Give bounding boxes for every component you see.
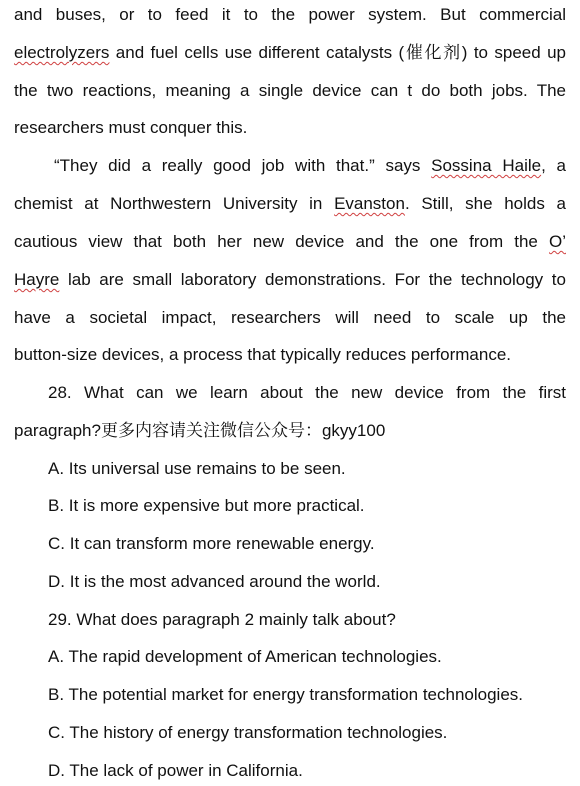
spellcheck-place-evanston: Evanston [334,194,405,213]
spellcheck-word-electrolyzers: electrolyzers [14,43,110,62]
question-28-option-b: B. It is more expensive but more practical. [48,496,365,515]
para1-line-2 [14,41,566,65]
question-29-option-b: B. The potential market for energy transformation technologies. [48,685,523,704]
para2-line-3 [14,230,566,254]
question-28-option-c: C. It can transform more renewable energy. [48,534,375,553]
spellcheck-name-hayre: Hayre [14,270,60,289]
para2-line-2-end: . Still, she holds a [404,194,566,213]
para1-line-2-rest: and fuel cells use different catalysts (催化剂) to speed up [109,43,566,62]
question-28-stem-line-2: paragraph?更多内容请关注微信公众号：gkyy100 [14,421,386,440]
para1-line-1: and buses, or to feed it to the power system. But commercial [14,5,566,24]
para1-line-4: researchers must conquer this. [14,118,248,137]
para2-line-2 [14,192,566,216]
para2-line-2-start: chemist at Northwestern University in [14,194,335,213]
spellcheck-name-o: O’ [549,232,566,251]
para2-line-6: button-size devices, a process that typically reduces performance. [14,345,512,364]
question-29-option-a: A. The rapid development of American technologies. [48,647,442,666]
question-28-option-a: A. Its universal use remains to be seen. [48,459,346,478]
para2-quote: “They did a really good job with that.” says [54,156,432,175]
question-29-stem: 29. What does paragraph 2 mainly talk about? [48,610,396,629]
para2-line-4 [14,268,566,292]
para2-line-1 [14,154,566,178]
para2-line-3-start: cautious view that both her new device and the one from the [14,232,549,251]
para1-line-3: the two reactions, meaning a single device can t do both jobs. The [14,81,566,100]
question-28-option-d: D. It is the most advanced around the world. [48,572,381,591]
para2-line-5: have a societal impact, researchers will need to scale up the [14,308,566,327]
question-29-option-d: D. The lack of power in California. [48,761,303,780]
para2-line-1-end: , a [541,156,566,175]
para2-line-4-rest: lab are small laboratory demonstrations. For the technology to [59,270,566,289]
spellcheck-name-sossina-haile: Sossina Haile [431,156,542,175]
question-29-option-c: C. The history of energy transformation technologies. [48,723,448,742]
question-28-stem-line-1: 28. What can we learn about the new device from the first [48,383,566,402]
